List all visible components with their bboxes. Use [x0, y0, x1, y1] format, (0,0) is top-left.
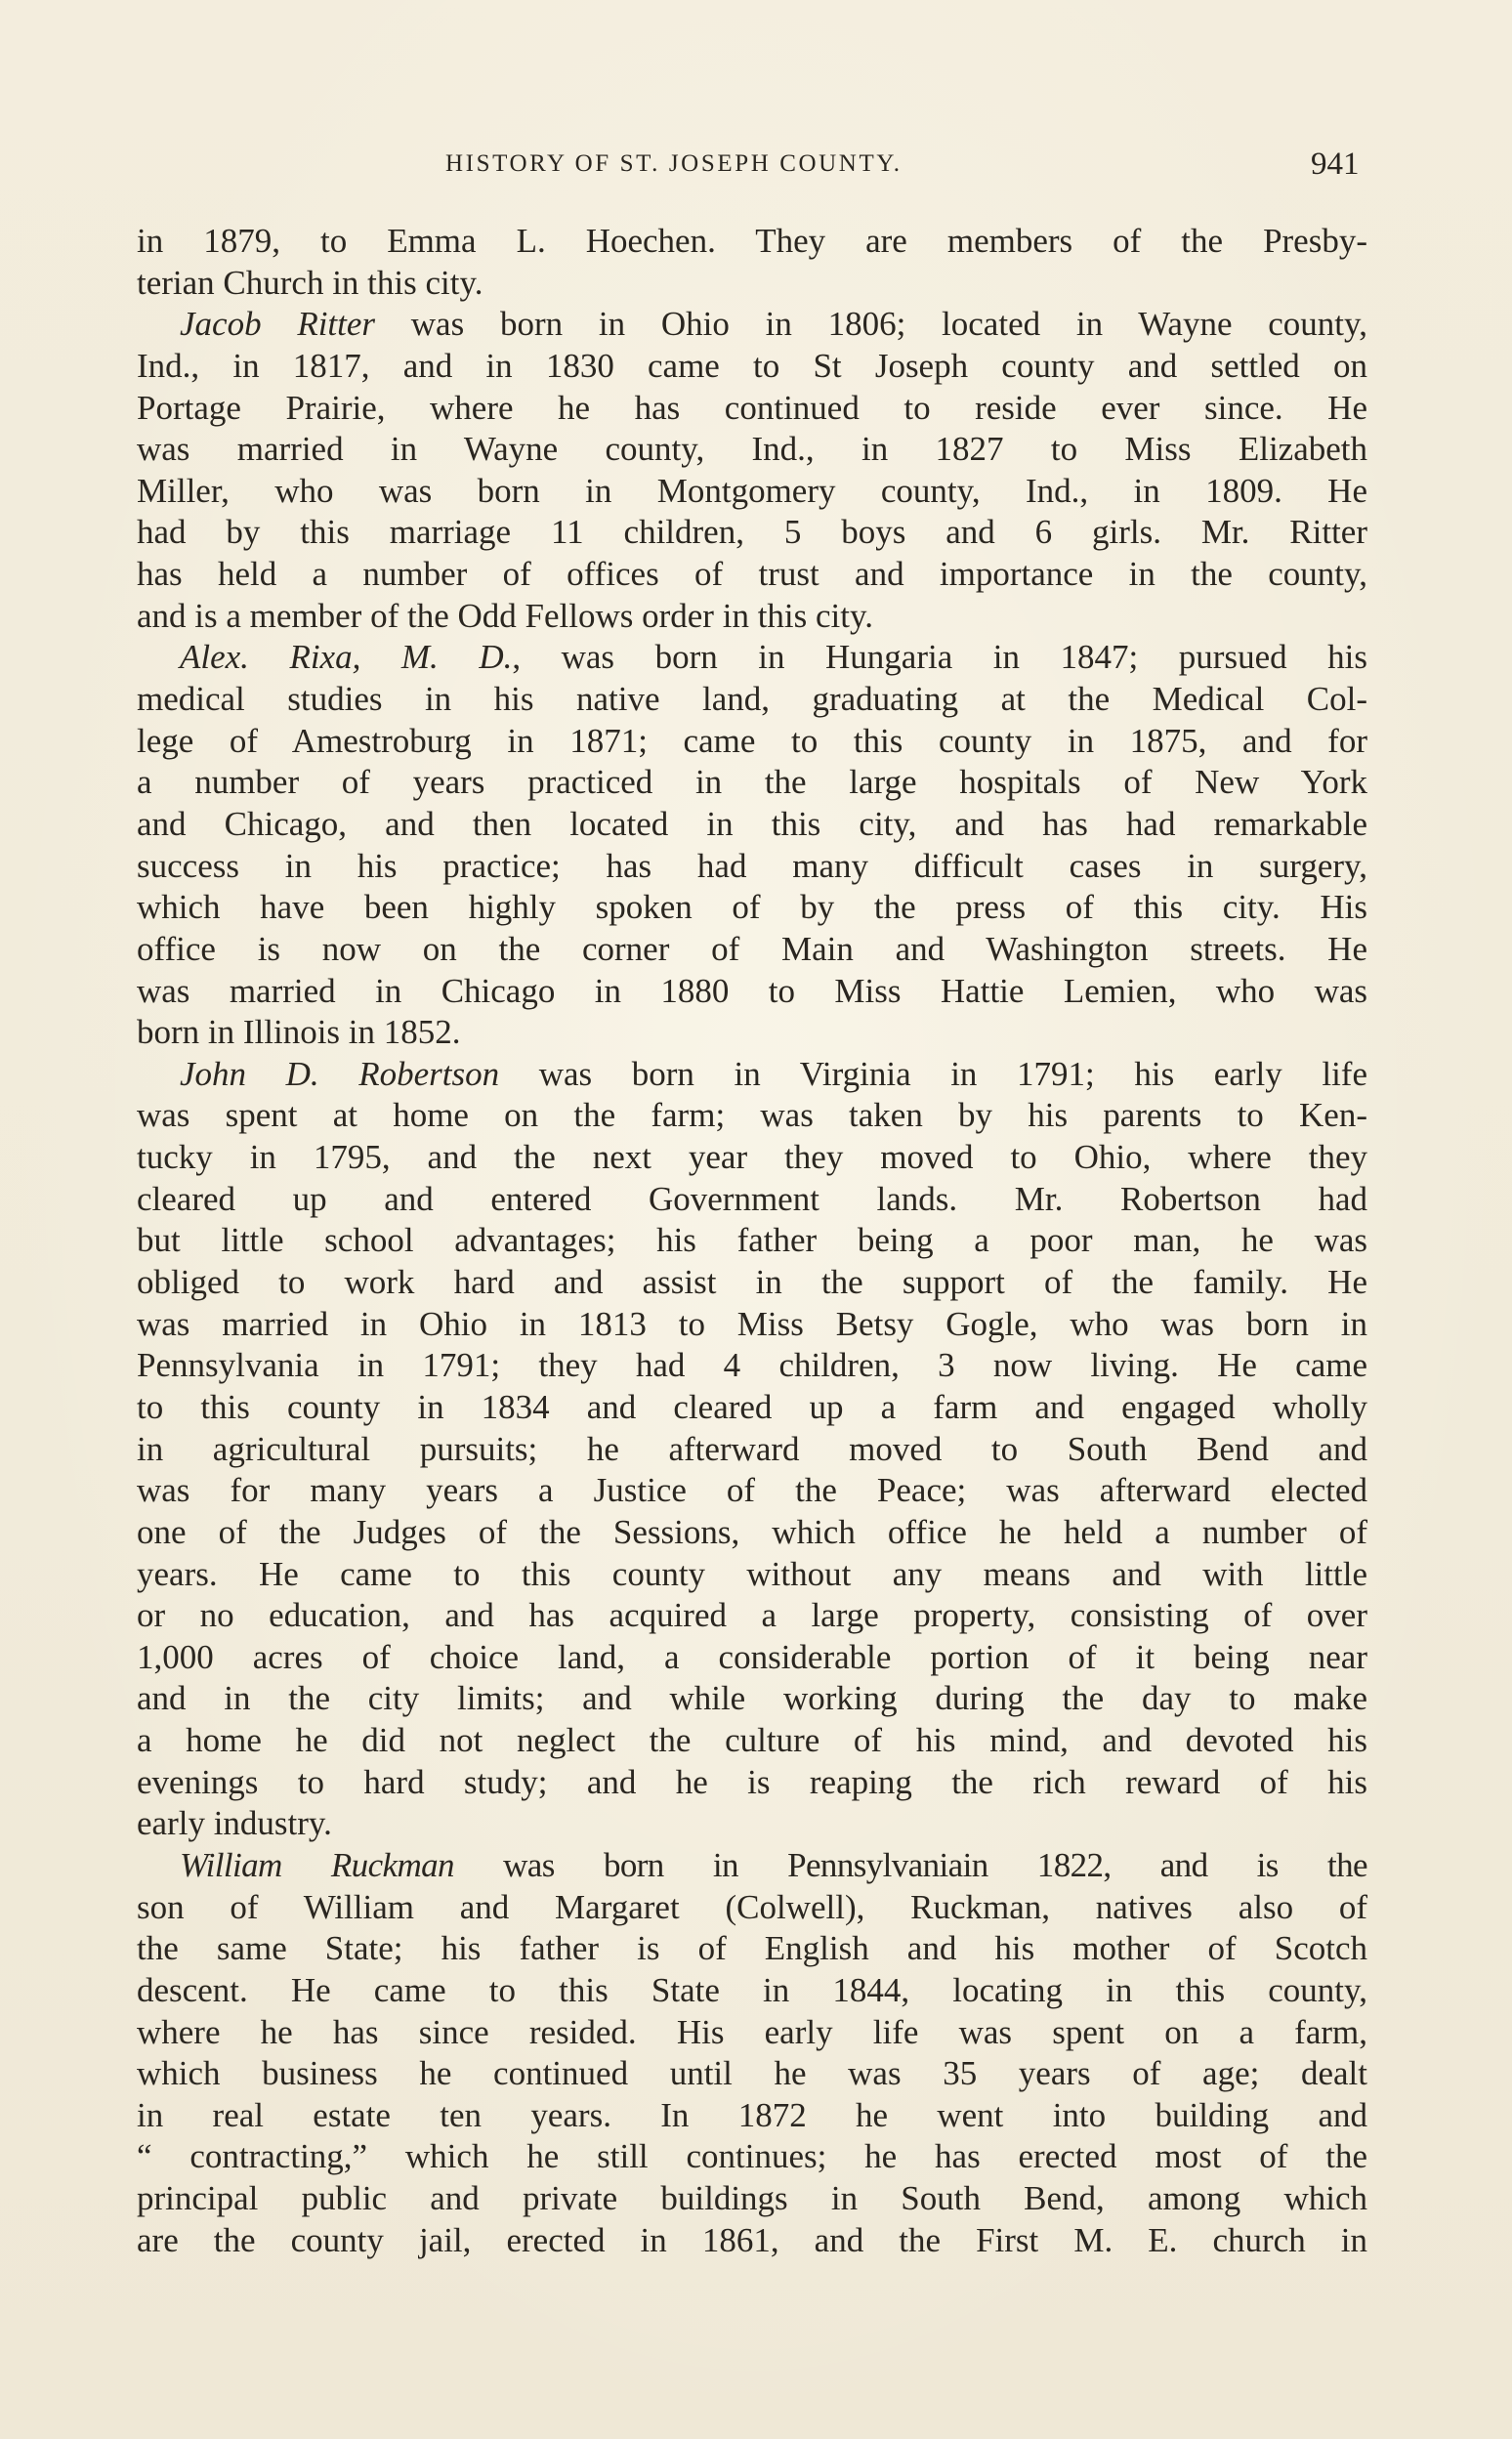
text-line [137, 929, 1367, 971]
text-line [137, 2095, 1367, 2137]
line-text: obliged to work hard and assist in the support of the family. He [137, 1263, 1367, 1302]
line-text: was born in Ohio in 1806; located in Wayne county, [375, 305, 1367, 344]
running-head [0, 147, 1512, 186]
text-line [137, 2136, 1367, 2178]
text-line [137, 1429, 1367, 1471]
line-text: has held a number of offices of trust and importance in the county, [137, 555, 1367, 594]
text-line [137, 1137, 1367, 1179]
text-line [137, 887, 1367, 929]
text-line [137, 1220, 1367, 1262]
line-text: 1,000 acres of choice land, a considerable portion of it being near [137, 1637, 1367, 1676]
text-line [137, 2178, 1367, 2220]
line-text: and is a member of the Odd Fellows order in this city. [137, 596, 873, 635]
text-line [137, 554, 1367, 596]
text-line [137, 1304, 1367, 1346]
text-line [137, 346, 1367, 388]
line-text: tucky in 1795, and the next year they moved to Ohio, where they [137, 1138, 1367, 1177]
line-text: early industry. [137, 1804, 332, 1843]
text-line [137, 1595, 1367, 1637]
text-line [137, 1554, 1367, 1596]
text-line [137, 637, 1367, 679]
text-line [137, 512, 1367, 554]
line-text: Miller, who was born in Montgomery county, Ind., in 1809. He [137, 471, 1367, 510]
line-text: success in his practice; has had many difficult cases in surgery, [137, 846, 1367, 885]
text-line [137, 596, 1367, 638]
line-text: was married in Wayne county, Ind., in 1827 to Miss Elizabeth [137, 430, 1367, 469]
line-text: Portage Prairie, where he has continued to reside ever since. He [137, 388, 1367, 427]
biography-name: Jacob Ritter [180, 305, 376, 344]
line-text: Pennsylvania in 1791; they had 4 children, 3 now living. He came [137, 1346, 1367, 1385]
line-text: terian Church in this city. [137, 263, 483, 302]
line-text: was born in Virginia in 1791; his early life [499, 1054, 1367, 1093]
line-text: , was born in Hungaria in 1847; pursued his [512, 638, 1367, 677]
line-text: years. He came to this county without any means and with little [137, 1554, 1367, 1593]
text-line [137, 263, 1367, 305]
text-line [137, 1970, 1367, 2012]
text-line [137, 1887, 1367, 1929]
line-text: had by this marriage 11 children, 5 boys and 6 girls. Mr. Ritter [137, 513, 1367, 552]
line-text: in agricultural pursuits; he afterward moved to South Bend and [137, 1429, 1367, 1468]
line-text: principal public and private buildings in South Bend, among which [137, 2179, 1367, 2218]
text-line [137, 2220, 1367, 2262]
running-title: HISTORY OF ST. JOSEPH COUNTY. [445, 150, 903, 177]
line-text: “ contracting,” which he still continues; he has erected most of the [137, 2137, 1367, 2176]
text-line [137, 846, 1367, 888]
text-line [137, 1845, 1367, 1887]
page-number: 941 [1311, 147, 1360, 182]
biography-name: William Ruckman [180, 1845, 454, 1884]
text-line [137, 1345, 1367, 1387]
line-text: are the county jail, erected in 1861, and the First M. E. church in [137, 2220, 1367, 2259]
text-line [137, 2053, 1367, 2095]
text-line [137, 1095, 1367, 1137]
text-line [137, 471, 1367, 513]
line-text: but little school advantages; his father being a poor man, he was [137, 1221, 1367, 1260]
text-line [137, 971, 1367, 1013]
text-line [137, 1262, 1367, 1304]
text-line [137, 1720, 1367, 1762]
text-line [137, 679, 1367, 721]
line-text: which business he continued until he was 35 years of age; dealt [137, 2054, 1367, 2093]
text-line [137, 429, 1367, 471]
text-line [137, 1512, 1367, 1554]
line-text: where he has since resided. His early life was spent on a farm, [137, 2012, 1367, 2051]
line-text: a home he did not neglect the culture of his mind, and devoted his [137, 1721, 1367, 1760]
line-text: and Chicago, and then located in this city, and has had remarkable [137, 804, 1367, 843]
text-line [137, 1179, 1367, 1221]
text-line [137, 388, 1367, 430]
text-line [137, 1012, 1367, 1054]
text-line [137, 304, 1367, 346]
text-line [137, 804, 1367, 846]
line-text: one of the Judges of the Sessions, which office he held a number of [137, 1512, 1367, 1551]
text-line [137, 1387, 1367, 1429]
text-line [137, 1054, 1367, 1096]
line-text: lege of Amestroburg in 1871; came to this county in 1875, and for [137, 721, 1367, 760]
line-text: Ind., in 1817, and in 1830 came to St Joseph county and settled on [137, 346, 1367, 385]
line-text: the same State; his father is of English and his mother of Scotch [137, 1929, 1367, 1968]
line-text: cleared up and entered Government lands. Mr. Robertson had [137, 1179, 1367, 1218]
biography-name: Alex. Rixa, M. D. [180, 638, 513, 677]
line-text: office is now on the corner of Main and Washington streets. He [137, 929, 1367, 968]
line-text: was married in Chicago in 1880 to Miss Hattie Lemien, who was [137, 971, 1367, 1010]
text-line [137, 1762, 1367, 1804]
line-text: to this county in 1834 and cleared up a farm and engaged wholly [137, 1387, 1367, 1426]
line-text: born in Illinois in 1852. [137, 1013, 461, 1052]
line-text: was for many years a Justice of the Peace; was afterward elected [137, 1471, 1367, 1510]
text-line [137, 1803, 1367, 1845]
text-line [137, 762, 1367, 804]
text-line [137, 721, 1367, 763]
line-text: was born in Pennsylvaniain 1822, and is the [453, 1845, 1367, 1884]
text-line [137, 2012, 1367, 2054]
line-text: a number of years practiced in the large hospitals of New York [137, 763, 1367, 802]
line-text: descent. He came to this State in 1844, locating in this county, [137, 1970, 1367, 2009]
line-text: son of William and Margaret (Colwell), Ruckman, natives also of [137, 1887, 1367, 1926]
line-text: in real estate ten years. In 1872 he went into building and [137, 2095, 1367, 2134]
line-text: was married in Ohio in 1813 to Miss Betsy Gogle, who was born in [137, 1304, 1367, 1343]
text-line [137, 1928, 1367, 1970]
text-line [137, 1678, 1367, 1720]
line-text: evenings to hard study; and he is reaping the rich reward of his [137, 1762, 1367, 1801]
biography-name: John D. Robertson [180, 1054, 500, 1093]
line-text: or no education, and has acquired a large property, consisting of over [137, 1596, 1367, 1635]
text-line [137, 221, 1367, 263]
line-text: medical studies in his native land, graduating at the Medical Col- [137, 680, 1367, 719]
text-line [137, 1470, 1367, 1512]
line-text: which have been highly spoken of by the press of this city. His [137, 888, 1367, 927]
line-text: in 1879, to Emma L. Hoechen. They are members of the Presby- [137, 222, 1367, 260]
line-text: was spent at home on the farm; was taken by his parents to Ken- [137, 1096, 1367, 1135]
body-text [137, 221, 1367, 2261]
line-text: and in the city limits; and while working during the day to make [137, 1679, 1367, 1718]
text-line [137, 1637, 1367, 1679]
